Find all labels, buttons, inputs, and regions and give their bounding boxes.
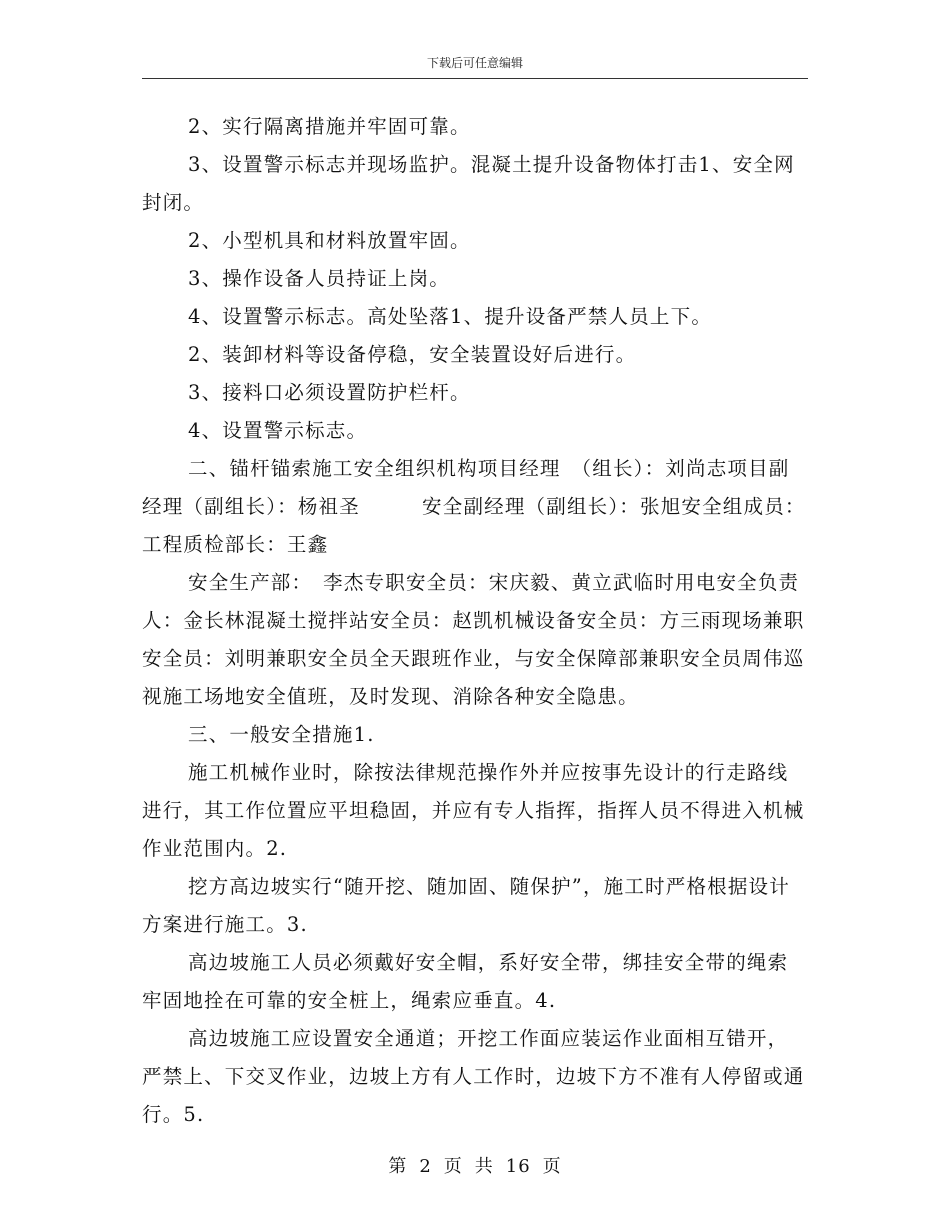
paragraph: 挖方高边坡实行“随开挖、随加固、随保护”，施工时严格根据设计方案进行施工。3. <box>142 875 790 936</box>
footer-ye-end: 页 <box>542 1156 562 1177</box>
paragraph: 3、设置警示标志并现场监护。混凝土提升设备物体打击1、安全网封闭。 <box>142 153 795 214</box>
paragraph: 2、实行隔离措施并牢固可靠。 <box>188 115 471 138</box>
header-divider <box>142 78 808 79</box>
paragraph: 三、一般安全措施1. <box>188 723 375 746</box>
total-pages: 16 <box>505 1156 531 1177</box>
footer-di: 第 <box>388 1156 408 1177</box>
page-header: 下载后可任意编辑 <box>426 56 523 70</box>
document-body <box>142 108 808 1134</box>
paragraph: 3、操作设备人员持证上岗。 <box>188 267 451 290</box>
page-number: 2 <box>419 1156 432 1177</box>
paragraph: 二、锚杆锚索施工安全组织机构项目经理 （组长）：刘尚志项目副经理（副组长）：杨祖圣 安全副经理（副组长）：张旭安全组成员：工程质检部长：王鑫 <box>142 457 806 556</box>
paragraph: 4、设置警示标志。 <box>188 419 368 442</box>
footer-gong: 共 <box>474 1156 494 1177</box>
paragraph: 3、接料口必须设置防护栏杆。 <box>188 381 471 404</box>
page-footer <box>0 1152 950 1178</box>
paragraph: 4、设置警示标志。高处坠落1、提升设备严禁人员上下。 <box>188 305 713 328</box>
footer-ye: 页 <box>443 1156 463 1177</box>
paragraph: 高边坡施工人员必须戴好安全帽，系好安全带，绑挂安全带的绳索牢固地拴在可靠的安全桩上，绳索应垂直。4. <box>142 951 789 1012</box>
paragraph: 2、装卸材料等设备停稳，安全装置设好后进行。 <box>188 343 637 366</box>
paragraph: 施工机械作业时，除按法律规范操作外并应按事先设计的行走路线进行，其工作位置应平坦稳固，并应有专人指挥，指挥人员不得进入机械作业范围内。2. <box>142 761 805 860</box>
paragraph: 安全生产部： 李杰专职安全员：宋庆毅、黄立武临时用电安全负责人：金长林混凝土搅拌站安全员：赵凯机械设备安全员：方三雨现场兼职安全员：刘明兼职安全员全天跟班作业，与安全保障部兼职安全员周伟巡视施工场地安全值班，及时发现、消除各种安全隐患。 <box>142 571 805 708</box>
paragraph: 2、小型机具和材料放置牢固。 <box>188 229 471 252</box>
paragraph: 高边坡施工应设置安全通道；开挖工作面应装运作业面相互错开，严禁上、下交叉作业，边坡上方有人工作时，边坡下方不准有人停留或通行。5. <box>142 1027 805 1126</box>
